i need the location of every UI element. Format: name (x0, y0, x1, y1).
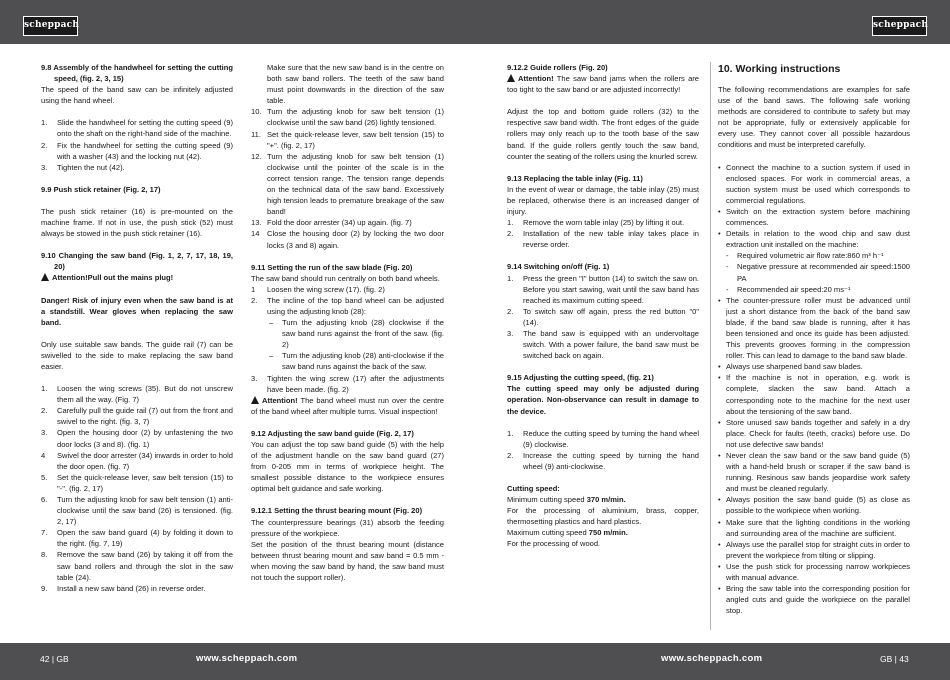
list-item: • Bring the saw table into the corresponding position for angled cuts and guide the workpiece on the parallel stop. (718, 584, 910, 616)
list-item: • The counter-pressure roller must be advanced until just a short distance from the back of the band saw blade, if the band saw blade is running, after it has been tensioned and once its guide has been adjusted. This prevents grooves forming in the compression roller. This can lead to damage to the band saw blade. (718, 295, 910, 361)
footer-bar (0, 643, 950, 680)
page-number-right: GB | 43 (880, 654, 909, 664)
cutting-speed-min-text: For the processing of aluminium, brass, copper, thermosetting plastics and hard plastics. (507, 506, 699, 527)
list-item: 5. Set the quick-release lever, saw belt tension (15) to "-". (fig. 2, 17) (41, 472, 233, 493)
section-9-9-text: The push stick retainer (16) is pre-mounted on the machine frame. If not in use, the push stick (52) must always be stowed in the push stick retainer (16). (41, 206, 233, 239)
section-9-12-2-attention: Attention! The saw band jams when the rollers are too tight to the saw band or are adjusted incorrectly! (507, 74, 699, 95)
list-item: 2. To switch saw off again, press the red button "0" (14). (507, 306, 699, 327)
list-item: 6. Turn the adjusting knob for saw belt tension (1) anti-clockwise until the saw band (26) is tensioned. (fig. 2, 17) (41, 495, 233, 527)
cutting-speed-max: Maximum cutting speed 750 m/min. (507, 528, 628, 538)
page-number-left: 42 | GB (40, 654, 69, 664)
section-9-8-steps (41, 117, 233, 172)
list-item: 2. Increase the cutting speed by turning the hand wheel (9) anti-clockwise. (507, 450, 699, 471)
scheppach-logo-left: scheppach (23, 16, 78, 36)
list-item: 1 Loosen the wing screw (17). (fig. 2) (251, 284, 385, 294)
section-9-15-title: 9.15 Adjusting the cutting speed, (fig. 21) (507, 373, 654, 383)
section-9-11-attention: Attention! The band wheel must run over the centre of the band wheel after multiple turns. Visual inspection! (251, 395, 444, 416)
list-item: • Always use sharpened band saw blades. (718, 362, 863, 372)
list-item: 3. Open the housing door (2) by unfastening the two door locks (3 and 8). (fig. 1) (41, 428, 233, 449)
section-9-13-steps (507, 217, 699, 250)
warning-icon (41, 273, 49, 281)
list-item: 2. Carefully pull the guide rail (7) out from the front and swivel to the right. (fig. 3, 7) (41, 406, 233, 427)
cutting-speed-max-text: For the processing of wood. (507, 539, 601, 549)
list-item: • Never clean the saw band or the saw band guide (5) with a hand-held brush or scraper if the saw band is running. Resinous saw bands jeopardise work safety and must be cleaned regularly. (718, 451, 910, 494)
sub-item: - Required volumetric air flow rate:860 m³ h⁻¹ (726, 251, 884, 261)
list-item: • Switch on the extraction system before machining commences. (718, 206, 910, 228)
list-item: 1. Reduce the cutting speed by turning the hand wheel (9) clockwise. (507, 428, 699, 449)
list-item: 7. Open the saw band guard (4) by folding it down to the right. (fig. 7, 19) (41, 528, 233, 549)
list-item: • Use the push stick for processing narrow workpieces with manual advance. (718, 561, 910, 583)
section-9-15-warning: The cutting speed may only be adjusted during operation. Non-observance can result in damage to the device. (507, 384, 699, 416)
page42-column-right (251, 62, 444, 583)
sub-item: – Turn the adjusting knob (28) anti-clockwise if the saw band runs against the back of the saw. (269, 351, 444, 372)
section-9-8-intro: The speed of the band saw can be infinitely adjusted using the hand wheel. (41, 85, 233, 106)
list-item: • Always use the parallel stop for straight cuts in order to prevent the workpiece from tilting or slipping. (718, 539, 910, 560)
page42-column-left (41, 62, 233, 594)
list-item: 2. Installation of the new table inlay takes place in reverse order. (507, 229, 699, 250)
list-item: • Connect the machine to a suction system if used in enclosed spaces. For work in commercial areas, a suction system must be used which corresponds to commercial regulations. (718, 162, 910, 205)
website-link-left[interactable]: www.scheppach.com (196, 653, 298, 664)
section-9-11-intro: The saw band should run centrally on both band wheels. (251, 273, 440, 283)
list-item: 2. Fix the handwheel for setting the cutting speed (9) with a washer (43) and the locking nut (42). (41, 140, 233, 161)
section-9-12-1-text-2: Set the position of the thrust bearing mount (distance between thrust bearing mount and saw band = 0.5 mm - when moving the saw band by hand, the saw band must not touch the support roller). (251, 539, 444, 583)
header-bar (0, 0, 950, 44)
section-9-10-intro: Only use suitable saw bands. The guide rail (7) can be swivelled to the side to make replacing the saw band easier. (41, 339, 233, 371)
section-9-12-title: 9.12 Adjusting the saw band guide (Fig. 2, 17) (251, 428, 414, 438)
section-9-12-text: You can adjust the top saw band guide (5) with the help of the adjustment handle on the saw band guard (27) from 0-205 mm in terms of workpiece height. The smallest possible distance to the workpiece ensures optimal belt guidance and safe working. (251, 440, 444, 494)
list-item: 14 Close the housing door (2) by locking the two door locks (3 and 8) again. (251, 229, 444, 250)
section-10-title: 10. Working instructions (718, 63, 841, 75)
list-item: 9. Install a new saw band (26) in reverse order. (41, 583, 206, 593)
warning-icon (507, 74, 515, 82)
list-item: • Make sure that the lighting conditions in the working and surrounding area of the machine are sufficient. (718, 517, 910, 538)
section-9-15-steps (507, 428, 699, 472)
section-9-12-2-text: Adjust the top and bottom guide rollers (32) to the respective saw band width. The front edges of the guide rollers may only reach up to the tooth base of the saw band. If the guide rollers gently touch the saw band, counter the seating of the rollers using the knurled screw. (507, 107, 699, 161)
page43-column-left (507, 62, 699, 550)
scheppach-logo-right: scheppach (872, 16, 927, 36)
section-9-12-2-title: 9.12.2 Guide rollers (Fig. 20) (507, 63, 608, 72)
list-item: 10. Turn the adjusting knob for saw belt tension (1) clockwise until the saw band (26) lightly tensioned. (251, 107, 444, 128)
list-item: • If the machine is not in operation, e.g. work is complete, slacken the saw band. Attach a corresponding note to the machine for the next user about the tensioning of the saw band. (718, 373, 910, 416)
cutting-speed-min: Minimum cutting speed 370 m/min. (507, 495, 626, 505)
list-item: 11. Set the quick-release lever, saw belt tension (15) to "+". (fig. 2, 17) (251, 129, 444, 150)
section-9-10-title: 9.10 Changing the saw band (Fig. 1, 2, 7, 17, 18, 19, 20) (41, 251, 233, 272)
list-item: • Store unused saw bands together and safely in a dry place. Check for faults (teeth, cracks) before use. Do not use defective saw bands! (718, 417, 910, 449)
section-9-14-steps (507, 273, 699, 362)
warning-icon (251, 396, 259, 404)
list-item: 1. Slide the handwheel for setting the cutting speed (9) onto the shaft on the right-hand side of the machine. (41, 118, 233, 139)
section-9-10-danger: Danger! Risk of injury even when the saw band is at a standstill. Wear gloves when replacing the saw band. (41, 295, 233, 327)
page43-column-right (718, 62, 910, 616)
list-item: 8. Remove the saw band (26) by taking it off from the saw band rollers and through the slot in the saw table (24). (41, 550, 233, 582)
list-item: 1. Press the green "I" button (14) to switch the saw on. Before you start sawing, wait until the saw band has reached its maximum cutting speed. (507, 273, 699, 305)
list-item: 1. Remove the worn table inlay (25) by lifting it out. (507, 218, 685, 228)
section-10-intro: The following recommendations are examples for safe use of the band saws. The following safe working methods are considered to contribute to safety but may not be appropriate, fully or extensively applicable for every use. They cannot cover all possible hazardous conditions and must be interpreted carefully. (718, 85, 910, 150)
list-item: 13. Fold the door arrester (34) up again. (fig. 7) (251, 218, 412, 228)
section-9-14-title: 9.14 Switching on/off (Fig. 1) (507, 262, 610, 272)
list-item: 3. The band saw is equipped with an undervoltage switch. With a power failure, the band saw must be switched back on again. (507, 328, 699, 361)
cutting-speed-title: Cutting speed: (507, 484, 560, 493)
section-9-10-steps-continued (251, 106, 444, 250)
list-item: 12. Turn the adjusting knob for saw belt tension (1) clockwise until the pointer of the scale is in the correct tension range. The tension range depends on the technical data of the saw band. Excessively high tension leads to premature breakage of the saw band! (251, 151, 444, 217)
section-9-11-steps (251, 284, 444, 395)
sub-item: - Recommended air speed:20 ms⁻¹ (726, 284, 851, 294)
list-item: 3. Tighten the wing screw (17) after the adjustments have been made. (fig. 2) (251, 373, 444, 394)
list-item: 3. Tighten the nut (42). (41, 162, 125, 172)
section-9-10-attention: Attention!Pull out the mains plug! (41, 272, 233, 283)
list-item: 4 Swivel the door arrester (34) inwards in order to hold the door open. (fig. 7) (41, 450, 233, 471)
section-9-8-title: 9.8 Assembly of the handwheel for setting the cutting speed, (fig. 2, 3, 15) (41, 63, 233, 84)
working-instructions-list (718, 162, 910, 617)
website-link-right[interactable]: www.scheppach.com (661, 653, 763, 664)
sub-item: - Negative pressure at recommended air speed:1500 PA (726, 262, 910, 283)
section-9-13-text: In the event of wear or damage, the table inlay (25) must be replaced, otherwise there is an increased danger of injury. (507, 184, 699, 217)
list-item: 1. Loosen the wing screws (35). But do not unscrew them all the way. (Fig. 7) (41, 384, 233, 405)
section-9-11-title: 9.11 Setting the run of the saw blade (Fig. 20) (251, 262, 413, 272)
section-9-10-steps (41, 383, 233, 594)
section-9-12-1-title: 9.12.1 Setting the thrust bearing mount (Fig. 20) (251, 506, 423, 516)
section-9-9-title: 9.9 Push stick retainer (Fig. 2, 17) (41, 184, 161, 194)
list-item: • Always position the saw band guide (5) as close as possible to the workpiece when working. (718, 495, 910, 516)
list-item: 2. The incline of the top band wheel can be adjusted using the adjusting knob (28): – Turn the adjusting knob (28) clockwise if the saw band runs against the front of the saw. (fig. 2) – Turn the adjusting knob (28) anti-clockwise if the saw band runs against the back of the saw. (251, 295, 444, 372)
sub-item: – Turn the adjusting knob (28) clockwise if the saw band runs against the front of the saw. (fig. 2) (269, 318, 444, 350)
section-9-10-continued-text: Make sure that the new saw band is in the centre on both saw band rollers. The teeth of the saw band must point downwards in the direction of the saw table. (267, 63, 444, 106)
column-divider (710, 62, 711, 630)
list-item: • Details in relation to the wood chip and saw dust extraction unit installed on the machine: - Required volumetric air flow rate:860 m³ h⁻¹ - Negative pressure at recommended air speed:1500 PA - Recommended air speed:20 ms⁻¹ (718, 229, 910, 294)
section-9-13-title: 9.13 Replacing the table inlay (Fig. 11) (507, 173, 643, 183)
section-9-12-1-text-1: The counterpressure bearings (31) absorb the feeding pressure of the workpiece. (251, 517, 444, 538)
